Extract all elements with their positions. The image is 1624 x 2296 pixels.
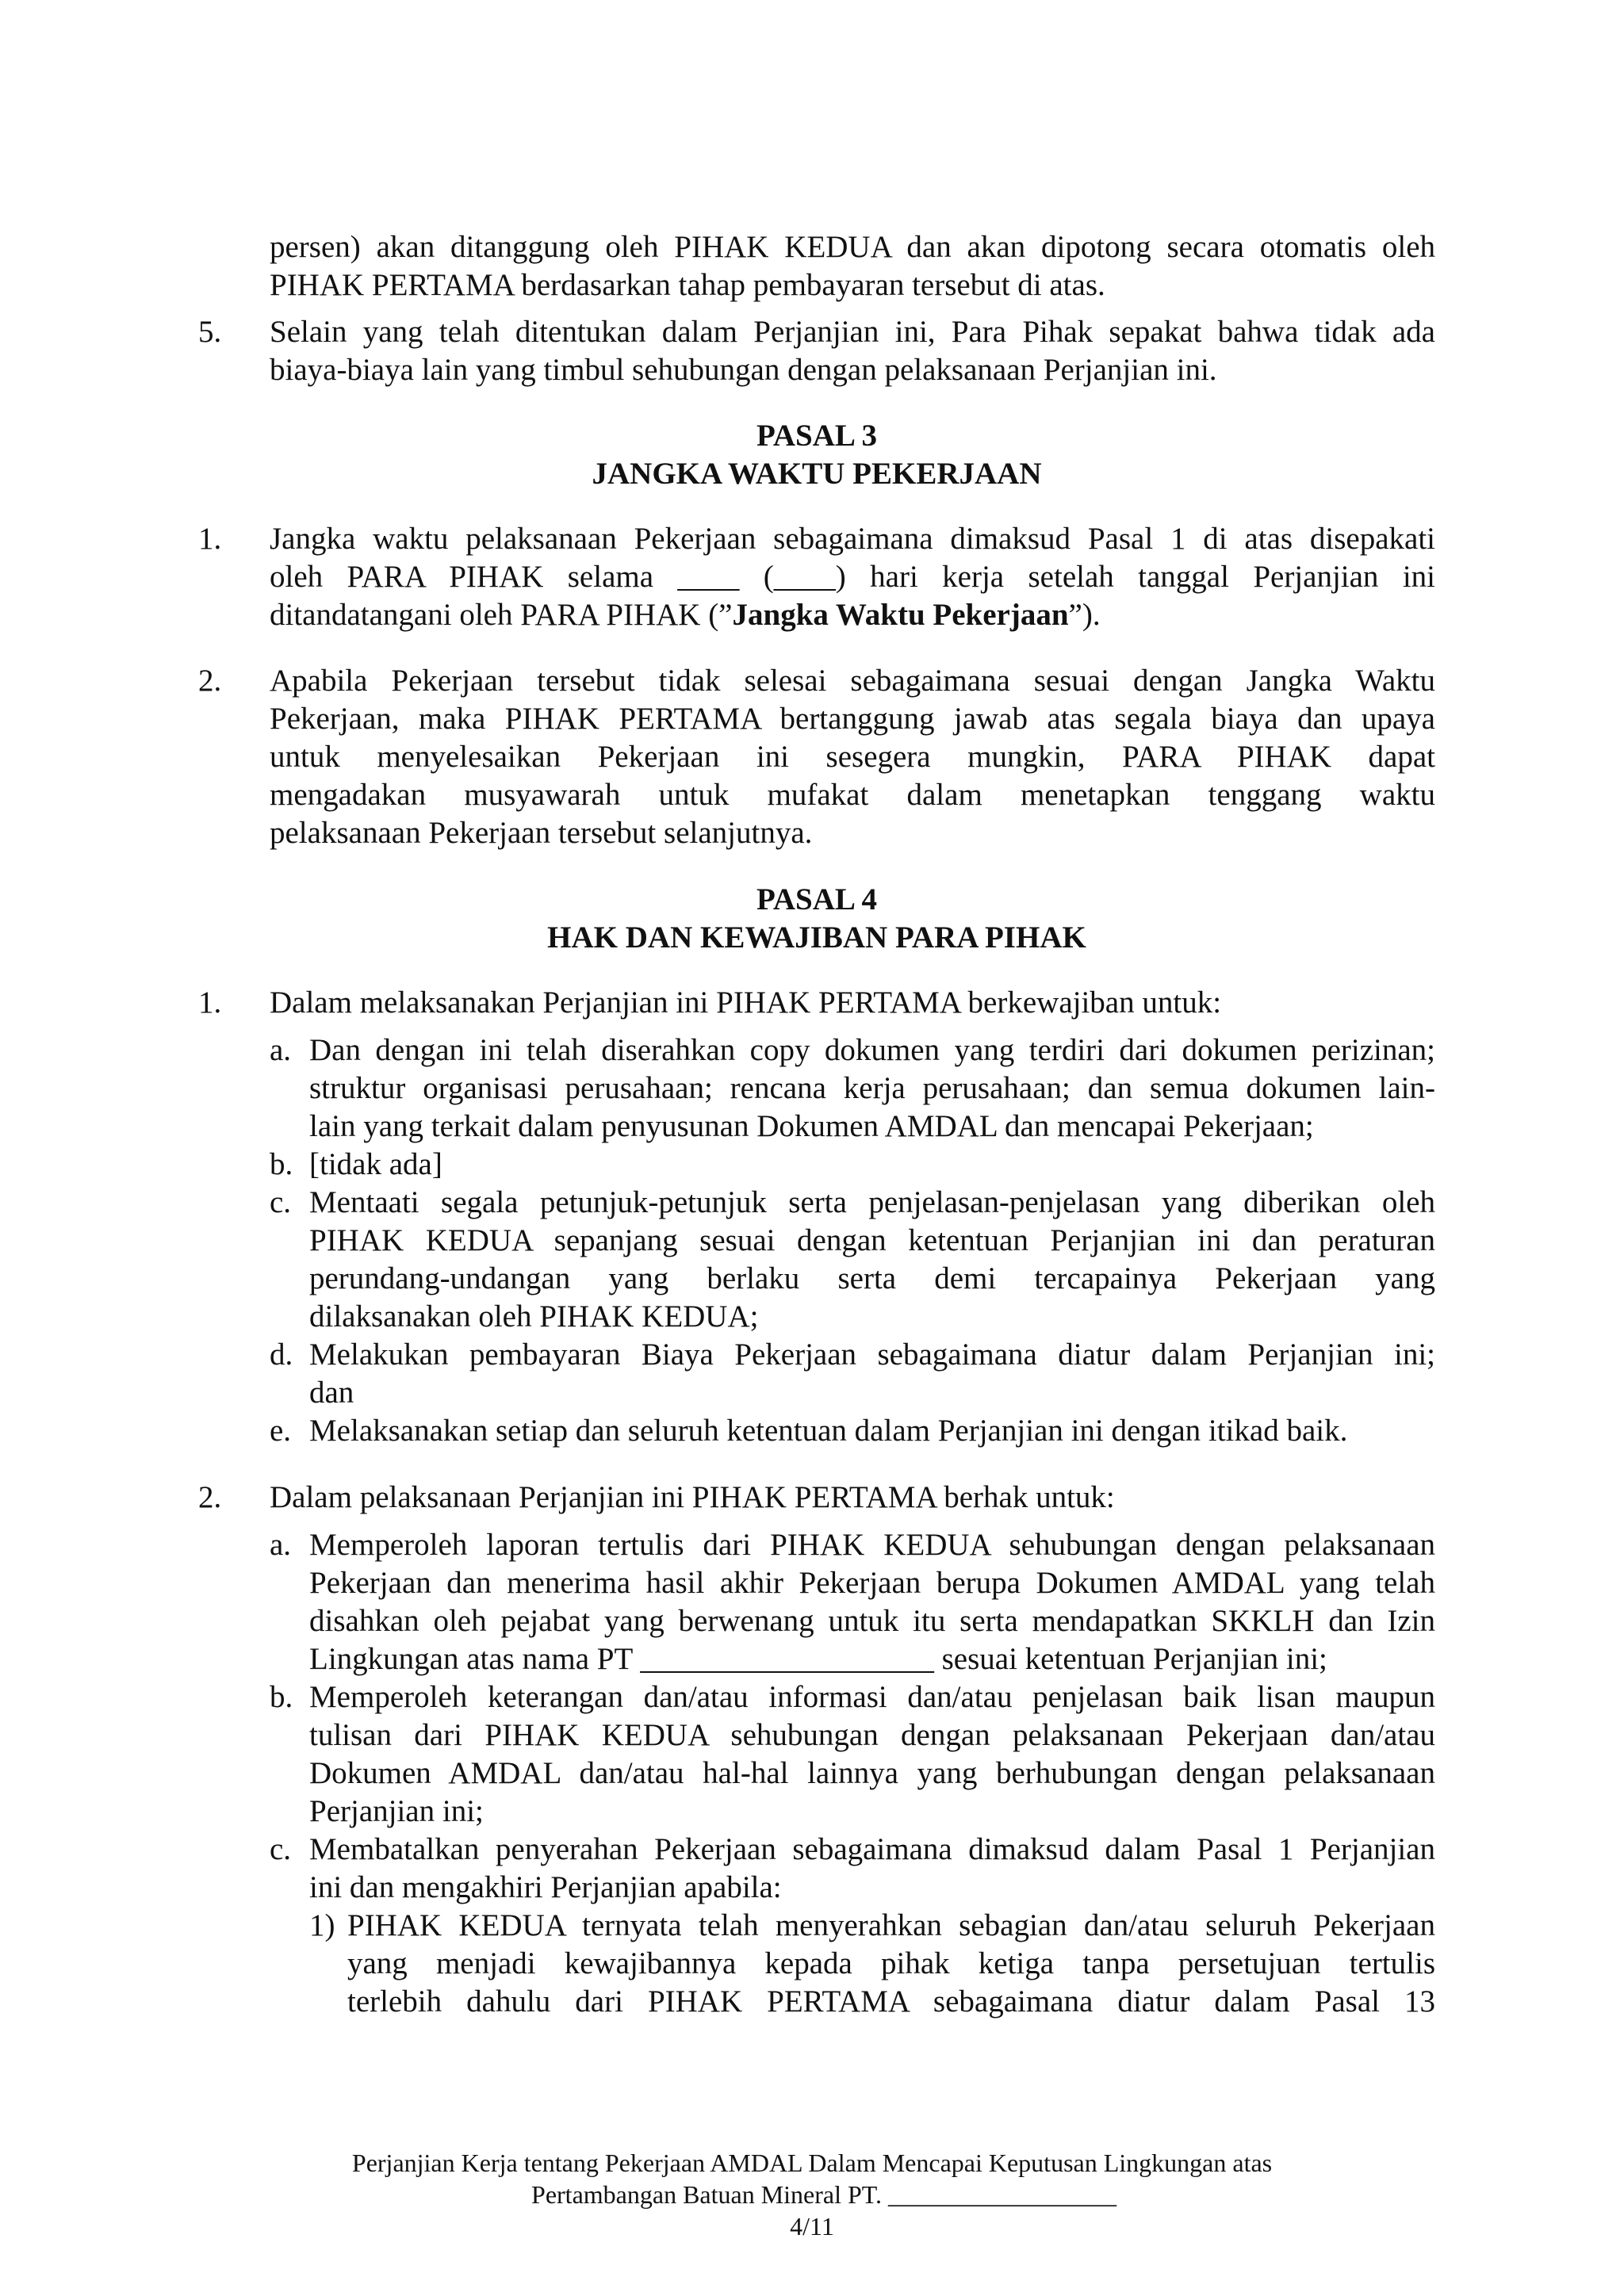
defined-term: Jangka Waktu Pekerjaan [732, 598, 1069, 632]
sub-item-a [270, 1526, 1435, 1678]
pasal-3-item-1 [198, 520, 1435, 634]
text-line: Pekerjaan dan menerima hasil akhir Pekerjaan berupa Dokumen AMDAL yang telah [309, 1566, 1435, 1600]
item-number: 1. [198, 522, 222, 556]
document-body [198, 228, 1435, 2021]
text-line: oleh PARA PIHAK selama ____ (____) hari kerja setelah tanggal Perjanjian ini [270, 560, 1435, 594]
item-number: 1. [198, 985, 222, 1020]
text-line: ditandatangani oleh PARA PIHAK (”Jangka Waktu Pekerjaan”). [270, 598, 1101, 632]
page-footer [0, 2147, 1624, 2242]
text-line: Dalam melaksanakan Perjanjian ini PIHAK PERTAMA berkewajiban untuk: [270, 985, 1222, 1020]
text-line: Lingkungan atas nama PT ___________________ sesuai ketentuan Perjanjian ini; [309, 1642, 1327, 1676]
pasal-3-title: JANGKA WAKTU PEKERJAAN [592, 457, 1042, 491]
pasal-4-title: HAK DAN KEWAJIBAN PARA PIHAK [547, 920, 1086, 955]
text-line: lain yang terkait dalam penyusunan Dokumen AMDAL dan mencapai Pekerjaan; [309, 1109, 1314, 1143]
text-line: Memperoleh laporan tertulis dari PIHAK KEDUA sehubungan dengan pelaksanaan [309, 1528, 1435, 1562]
text-line: dilaksanakan oleh PIHAK KEDUA; [309, 1299, 759, 1334]
text-line: disahkan oleh pejabat yang berwenang untuk itu serta mendapatkan SKKLH dan Izin [309, 1604, 1435, 1638]
text-line: terlebih dahulu dari PIHAK PERTAMA sebagaimana diatur dalam Pasal 13 [347, 1984, 1435, 2019]
text-line: Memperoleh keterangan dan/atau informasi dan/atau penjelasan baik lisan maupun [309, 1680, 1435, 1714]
text-line: ini dan mengakhiri Perjanjian apabila: [309, 1870, 782, 1904]
text-line: [tidak ada] [309, 1147, 442, 1181]
sub-item-letter: a. [270, 1528, 292, 1562]
pasal-3-heading: PASAL 3 [756, 419, 878, 453]
text-line: Dalam pelaksanaan Perjanjian ini PIHAK PERTAMA berhak untuk: [270, 1480, 1115, 1514]
item-number: 2. [198, 1480, 222, 1514]
text-line: tulisan dari PIHAK KEDUA sehubungan dengan pelaksanaan Pekerjaan dan/atau [309, 1718, 1435, 1752]
sub-item-c [270, 1184, 1435, 1336]
sub-sub-item-number: 1) [309, 1908, 335, 1942]
text-line: Mentaati segala petunjuk-petunjuk serta penjelasan-penjelasan yang diberikan oleh [309, 1185, 1435, 1219]
sub-item-b [270, 1146, 1435, 1184]
text-line: struktur organisasi perusahaan; rencana kerja perusahaan; dan semua dokumen lain- [309, 1071, 1435, 1105]
text-line: persen) akan ditanggung oleh PIHAK KEDUA dan akan dipotong secara otomatis oleh [270, 230, 1435, 264]
footer-line: Pertambangan Batuan Mineral PT. __________________ [531, 2180, 1116, 2209]
sub-item-letter: e. [270, 1414, 292, 1448]
intro-paragraph [198, 228, 1435, 304]
text-line: Perjanjian ini; [309, 1794, 484, 1828]
pasal-4-heading: PASAL 4 [756, 882, 878, 916]
text-line: perundang-undangan yang berlaku serta demi tercapainya Pekerjaan yang [309, 1261, 1435, 1295]
sub-item-letter: c. [270, 1832, 292, 1866]
text-line: PIHAK KEDUA sepanjang sesuai dengan ketentuan Perjanjian ini dan peraturan [309, 1223, 1435, 1257]
sub-item-letter: b. [270, 1147, 293, 1181]
sub-item-a [270, 1031, 1435, 1146]
text-line: Jangka waktu pelaksanaan Pekerjaan sebagaimana dimaksud Pasal 1 di atas disepakati [270, 522, 1435, 556]
item-number: 5. [198, 315, 222, 349]
pasal-4-item-1 [198, 984, 1435, 1022]
sub-item-letter: b. [270, 1680, 293, 1714]
sub-item-c [270, 1831, 1435, 1907]
pasal-4-item-2 [198, 1479, 1435, 1517]
text-line: Melaksanakan setiap dan seluruh ketentuan dalam Perjanjian ini dengan itikad baik. [309, 1414, 1348, 1448]
sub-item-letter: a. [270, 1033, 292, 1067]
text-line: Selain yang telah ditentukan dalam Perjanjian ini, Para Pihak sepakat bahwa tidak ada [270, 315, 1435, 349]
sub-item-b [270, 1678, 1435, 1831]
text-line: pelaksanaan Pekerjaan tersebut selanjutnya. [270, 816, 813, 850]
sub-item-d [270, 1336, 1435, 1412]
text-line: PIHAK PERTAMA berdasarkan tahap pembayaran tersebut di atas. [270, 268, 1105, 302]
sub-item-letter: d. [270, 1337, 293, 1372]
footer-line: Perjanjian Kerja tentang Pekerjaan AMDAL Dalam Mencapai Keputusan Lingkungan atas [351, 2149, 1273, 2177]
sub-item-letter: c. [270, 1185, 292, 1219]
item-number: 2. [198, 664, 222, 698]
text-line: mengadakan musyawarah untuk mufakat dalam menetapkan tenggang waktu [270, 778, 1435, 812]
text-line: Membatalkan penyerahan Pekerjaan sebagaimana dimaksud dalam Pasal 1 Perjanjian [309, 1832, 1435, 1866]
item-5 [198, 313, 1435, 389]
text-line: Apabila Pekerjaan tersebut tidak selesai sebagaimana sesuai dengan Jangka Waktu [270, 664, 1435, 698]
pasal-3-item-2 [198, 662, 1435, 852]
text-line: Dokumen AMDAL dan/atau hal-hal lainnya yang berhubungan dengan pelaksanaan [309, 1756, 1435, 1790]
sub-sub-item-1 [309, 1907, 1435, 2021]
text-line: yang menjadi kewajibannya kepada pihak ketiga tanpa persetujuan tertulis [347, 1946, 1435, 1980]
text-line: Pekerjaan, maka PIHAK PERTAMA bertanggung jawab atas segala biaya dan upaya [270, 702, 1435, 736]
text-line: dan [309, 1376, 354, 1410]
text-line: biaya-biaya lain yang timbul sehubungan dengan pelaksanaan Perjanjian ini. [270, 353, 1217, 387]
sub-item-e [270, 1412, 1435, 1450]
text-line: untuk menyelesaikan Pekerjaan ini sesegera mungkin, PARA PIHAK dapat [270, 740, 1435, 774]
text-line: Melakukan pembayaran Biaya Pekerjaan sebagaimana diatur dalam Perjanjian ini; [309, 1337, 1435, 1372]
text-line: Dan dengan ini telah diserahkan copy dokumen yang terdiri dari dokumen perizinan; [309, 1033, 1435, 1067]
text-line: PIHAK KEDUA ternyata telah menyerahkan sebagian dan/atau seluruh Pekerjaan [347, 1908, 1435, 1942]
page-number: 4/11 [790, 2212, 834, 2241]
